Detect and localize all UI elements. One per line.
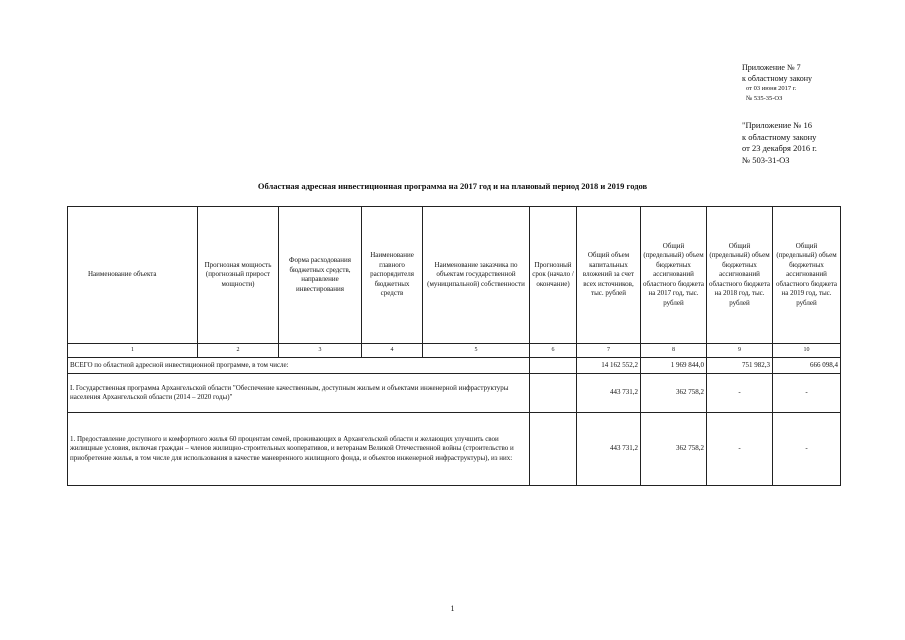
total-label: ВСЕГО по областной адресной инвестиционной программе, в том числе:	[68, 358, 530, 374]
header-cell: Прогнозный срок (начало / окончание)	[530, 207, 577, 344]
program-row	[68, 374, 841, 413]
empty-cell	[530, 413, 577, 486]
header-cell: Наименование главного распорядителя бюджетных средств	[362, 207, 423, 344]
column-number: 5	[423, 344, 530, 358]
appendix-line: № 535-35-ОЗ	[746, 95, 783, 102]
header-cell: Наименование объекта	[68, 207, 198, 344]
total-value-capital: 14 162 552,2	[577, 358, 641, 374]
appendix-line: Приложение № 7	[742, 63, 801, 72]
program-value-2017: 362 758,2	[641, 374, 707, 413]
column-number: 7	[577, 344, 641, 358]
appendix-line: к областному закону	[742, 74, 813, 83]
total-value-2017: 1 969 844,0	[641, 358, 707, 374]
column-number: 8	[641, 344, 707, 358]
appendix-line: от 03 июня 2017 г.	[746, 85, 797, 92]
column-number: 10	[773, 344, 841, 358]
column-number: 9	[707, 344, 773, 358]
program-value-2019: -	[773, 374, 841, 413]
subprogram-value-2018: -	[707, 413, 773, 486]
header-cell: Общий (предельный) объем бюджетных ассигнований областного бюджета на 2017 год, тыс. рублей	[641, 207, 707, 344]
total-value-2019: 666 098,4	[773, 358, 841, 374]
subprogram-label: 1. Предоставление доступного и комфортного жилья 60 процентам семей, проживающих в Архангельской области и желающих улучшить свои жилищные условия, включая граждан – членов жилищно-строительных кооперативов, и ветеранам Великой Отечественной войны (строительство и приобретение жилья, в том числе для использования в качестве маневренного жилищного фонда, и объектов инженерной инфраструктуры), из них:	[68, 413, 530, 486]
column-number: 4	[362, 344, 423, 358]
appendix-note	[742, 62, 812, 104]
appendix-prev-note	[742, 120, 817, 166]
document-title: Областная адресная инвестиционная программа на 2017 год и на плановый период 2018 и 2019 годов	[257, 181, 648, 191]
empty-cell	[530, 374, 577, 413]
page-number: 1	[450, 604, 455, 613]
header-cell: Общий (предельный) объем бюджетных ассигнований областного бюджета на 2019 год, тыс. рублей	[773, 207, 841, 344]
header-row	[68, 207, 841, 344]
appendix-prev-line: к областному закону	[742, 131, 817, 142]
empty-cell	[530, 358, 577, 374]
header-cell: Форма расходования бюджетных средств, направление инвестирования	[279, 207, 362, 344]
header-cell: Наименование заказчика по объектам государственной (муниципальной) собственности	[423, 207, 530, 344]
total-row	[68, 358, 841, 374]
program-label: I. Государственная программа Архангельской области "Обеспечение качественным, доступным жильем и объектами инженерной инфраструктуры населения Архангельской области (2014 – 2020 годы)"	[68, 374, 530, 413]
total-value-2018: 751 982,3	[707, 358, 773, 374]
column-number: 2	[198, 344, 279, 358]
program-value-2018: -	[707, 374, 773, 413]
column-number-row	[68, 344, 841, 358]
appendix-prev-line: № 503-31-ОЗ	[742, 154, 790, 165]
column-number: 1	[68, 344, 198, 358]
appendix-prev-line: от 23 декабря 2016 г.	[742, 143, 817, 153]
column-number: 3	[279, 344, 362, 358]
program-value-capital: 443 731,2	[577, 374, 641, 413]
subprogram-row	[68, 413, 841, 486]
header-cell: Общий (предельный) объем бюджетных ассигнований областного бюджета на 2018 год, тыс. рублей	[707, 207, 773, 344]
subprogram-value-capital: 443 731,2	[577, 413, 641, 486]
subprogram-value-2019: -	[773, 413, 841, 486]
subprogram-value-2017: 362 758,2	[641, 413, 707, 486]
investment-program-table	[67, 206, 841, 486]
header-cell: Общий объем капитальных вложений за счет всех источников, тыс. рублей	[577, 207, 641, 344]
header-cell: Прогнозная мощность (прогнозный прирост мощности)	[198, 207, 279, 344]
appendix-prev-line: "Приложение № 16	[742, 120, 812, 130]
column-number: 6	[530, 344, 577, 358]
